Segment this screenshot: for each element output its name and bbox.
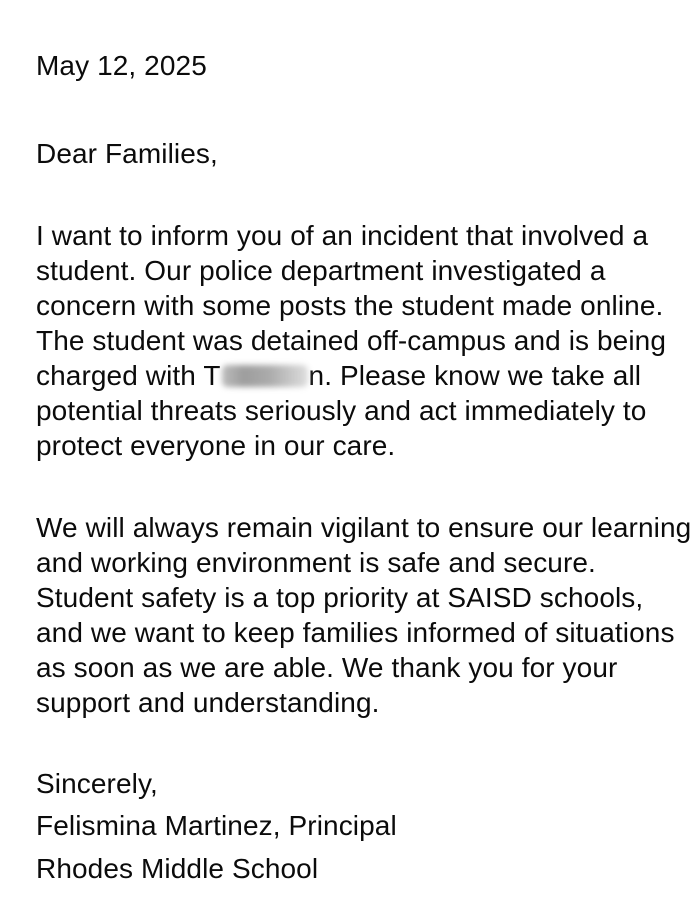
date-text: May 12, 2025 — [36, 50, 207, 81]
letter-closing — [36, 766, 670, 801]
letter-salutation — [36, 136, 670, 171]
paragraph-line-with-redaction — [36, 358, 670, 393]
paragraph-line: student. Our police department investigated a — [36, 255, 606, 286]
paragraph-line: concern with some posts the student made online. — [36, 290, 664, 321]
paragraph-line: We will always remain vigilant to ensure our learning — [36, 512, 692, 543]
signature-name — [36, 808, 670, 843]
paragraph-line: Student safety is a top priority at SAISD schools, — [36, 582, 644, 613]
salutation-text: Dear Families, — [36, 138, 218, 169]
paragraph-line: protect everyone in our care. — [36, 430, 396, 461]
paragraph-line: and we want to keep families informed of situations — [36, 617, 675, 648]
paragraph-line: potential threats seriously and act immediately to — [36, 395, 647, 426]
redacted-word-blur — [222, 365, 308, 387]
paragraph-line: as soon as we are able. We thank you for your — [36, 652, 618, 683]
letter-paragraph-safety — [36, 510, 692, 720]
paragraph-line: I want to inform you of an incident that involved a — [36, 220, 649, 251]
letter-paragraph-incident — [36, 218, 670, 463]
paragraph-line: The student was detained off-campus and is being — [36, 325, 667, 356]
signature-name-text: Felismina Martinez, Principal — [36, 810, 397, 841]
closing-text: Sincerely, — [36, 768, 158, 799]
signature-school — [36, 851, 670, 886]
redaction-pre-text: charged with T — [36, 360, 221, 391]
paragraph-line: support and understanding. — [36, 687, 380, 718]
redaction-post-text: n. Please know we take all — [308, 360, 642, 391]
signature-school-text: Rhodes Middle School — [36, 853, 319, 884]
letter-date — [36, 48, 670, 83]
paragraph-line: and working environment is safe and secure. — [36, 547, 596, 578]
